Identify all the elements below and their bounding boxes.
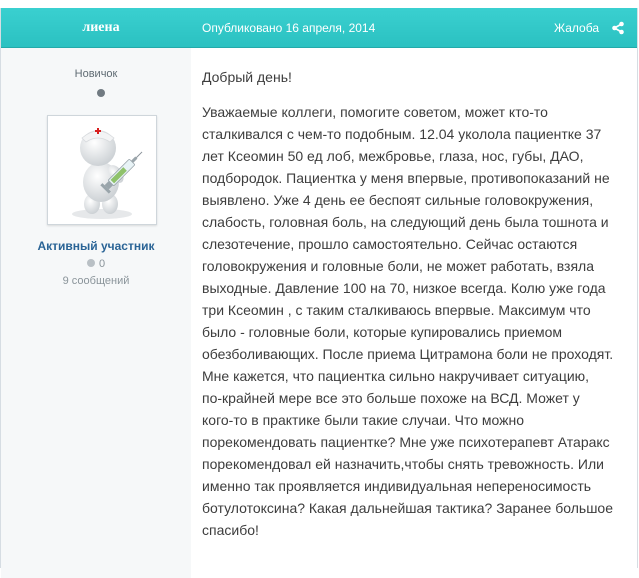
reputation-icon — [87, 259, 95, 267]
reputation-value: 0 — [98, 258, 106, 270]
avatar[interactable] — [47, 115, 157, 225]
share-icon[interactable] — [611, 21, 625, 35]
post-greeting: Добрый день! — [202, 69, 292, 85]
reputation-counter — [1, 258, 191, 270]
nurse-with-syringe-illustration — [48, 116, 156, 224]
post-body — [202, 48, 629, 541]
rank-pip — [97, 89, 105, 97]
post-date: Опубликовано 16 апреля, 2014 — [202, 21, 376, 35]
report-link[interactable]: Жалоба — [554, 21, 599, 35]
post-header — [1, 8, 637, 48]
author-panel — [1, 48, 191, 578]
forum-post — [0, 8, 638, 568]
post-count: 9 сообщений — [62, 275, 130, 287]
rank-title: Новичок — [74, 68, 118, 80]
member-group: Активный участник — [37, 239, 155, 253]
author-name-link[interactable]: лиена — [82, 20, 120, 35]
post-content: Уважаемые коллеги, помогите советом, может кто-то сталкивался с чем-то подобным. 12.04 уколола пациентке 37 лет Ксеомин 50 ед лоб, межбровье, глаза, нос, губы, ДАО, подбородок. Пациентка у меня впервые, противопоказаний не выявлено. Уже 4 день ее беспоят сильные головокружения, слабость, головная боль, на следующий день была тошнота и слезотечение, прошло самостоятельно. Сейчас остаются головокружения и головные боли, не может работать, взяла выходные. Давление 100 на 70, низкое всегда. Колю уже года три Ксеомин , с таким сталкиваюсь впервые. Максимум что было - головные боли, которые купировались приемом обезболивающих. После приема Цитрамона боли не проходят. Мне кажется, что пациентка сильно накручивает ситуацию, по-крайней мере все это больше похоже на ВСД. Может у кого-то в практике были такие случаи. Что можно порекомендовать пациентке? Мне уже психотерапевт Атаракс порекомендовал ей назначить,чтобы снять тревожность. Или именно так проявляется индивидуальная непереносимость ботулотоксина? Какая дальнейшая тактика? Заранее большое спасибо! — [202, 104, 614, 538]
